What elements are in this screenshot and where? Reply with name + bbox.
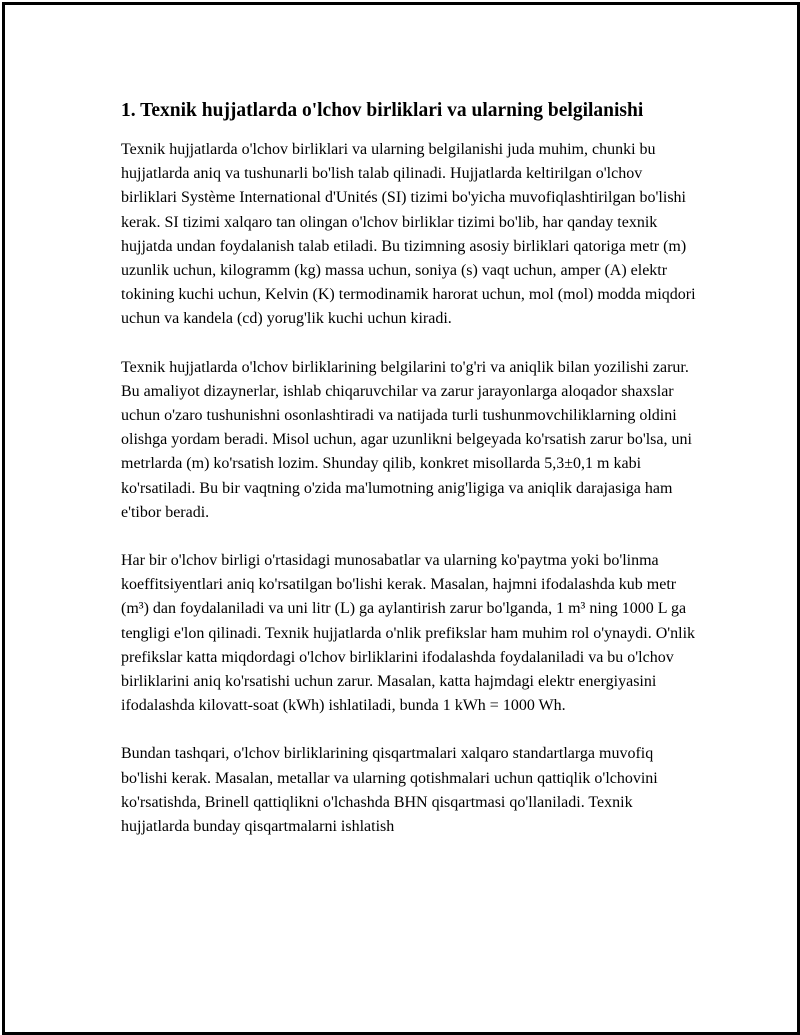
- paragraph-abbreviations: Bundan tashqari, o'lchov birliklarining qisqartmalari xalqaro standartlarga muvofiq bo'lishi kerak. Masalan, metallar va ularning qotishmalari uchun qattiqlik o'lchovini ko'rsatishda, Brinell qattiqlikni o'lchashda BHN qisqartmasi qo'llaniladi. Texnik hujjatlarda bunday qisqartmalarni ishlatish: [121, 745, 658, 836]
- paragraph-unit-relations: Har bir o'lchov birligi o'rtasidagi munosabatlar va ularning ko'paytma yoki bo'linma koeffitsiyentlari aniq ko'rsatilgan bo'lishi kerak. Masalan, hajmni ifodalashda kub metr (m³) dan foydalaniladi va uni litr (L) ga aylantirish zarur bo'lganda, 1 m³ ning 1000 L ga tengligi e'lon qilinadi. Texnik hujjatlarda o'nlik prefikslar ham muhim rol o'ynaydi. O'nlik prefikslar katta miqdordagi o'lchov birliklarini ifodalashda foydalaniladi va bu o'lchov birliklarini aniq ko'rsatishi uchun zarur. Masalan, katta hajmdagi elektr energiyasini ifodalashda kilovatt-soat (kWh) ishlatiladi, bunda 1 kWh = 1000 Wh.: [121, 552, 696, 715]
- section-heading: 1. Texnik hujjatlarda o'lchov birliklari va ularning belgilanishi: [121, 100, 644, 121]
- document-body: [121, 98, 701, 863]
- paragraph-unit-symbols: Texnik hujjatlarda o'lchov birliklarining belgilarini to'g'ri va aniqlik bilan yozilishi zarur. Bu amaliyot dizaynerlar, ishlab chiqaruvchilar va zarur jarayonlarga aloqador shaxslar uchun o'zaro tushunishni osonlashtiradi va natijada turli tushunmovchiliklarning oldini olishga yordam beradi. Misol uchun, agar uzunlikni belgeyada ko'rsatish zarur bo'lsa, uni metrlarda (m) ko'rsatish lozim. Shunday qilib, konkret misollarda 5,3±0,1 m kabi ko'rsatiladi. Bu bir vaqtning o'zida ma'lumotning anig'ligiga va aniqlik darajasiga ham e'tibor beradi.: [121, 358, 692, 521]
- paragraph-si-units: Texnik hujjatlarda o'lchov birliklari va ularning belgilanishi juda muhim, chunki bu hujjatlarda aniq va tushunarli bo'lish talab qilinadi. Hujjatlarda keltirilgan o'lchov birliklari Système International d'Unités (SI) tizimi bo'yicha muvofiqlashtirilgan bo'lishi kerak. SI tizimi xalqaro tan olingan o'lchov birliklar tizimi bo'lib, har qanday texnik hujjatda undan foydalanish talab etiladi. Bu tizimning asosiy birliklari qatoriga metr (m) uzunlik uchun, kilogramm (kg) massa uchun, soniya (s) vaqt uchun, amper (A) elektr tokining kuchi uchun, Kelvin (K) termodinamik harorat uchun, mol (mol) modda miqdori uchun va kandela (cd) yorug'lik kuchi uchun kiradi.: [121, 141, 696, 328]
- page-frame: [2, 2, 800, 1035]
